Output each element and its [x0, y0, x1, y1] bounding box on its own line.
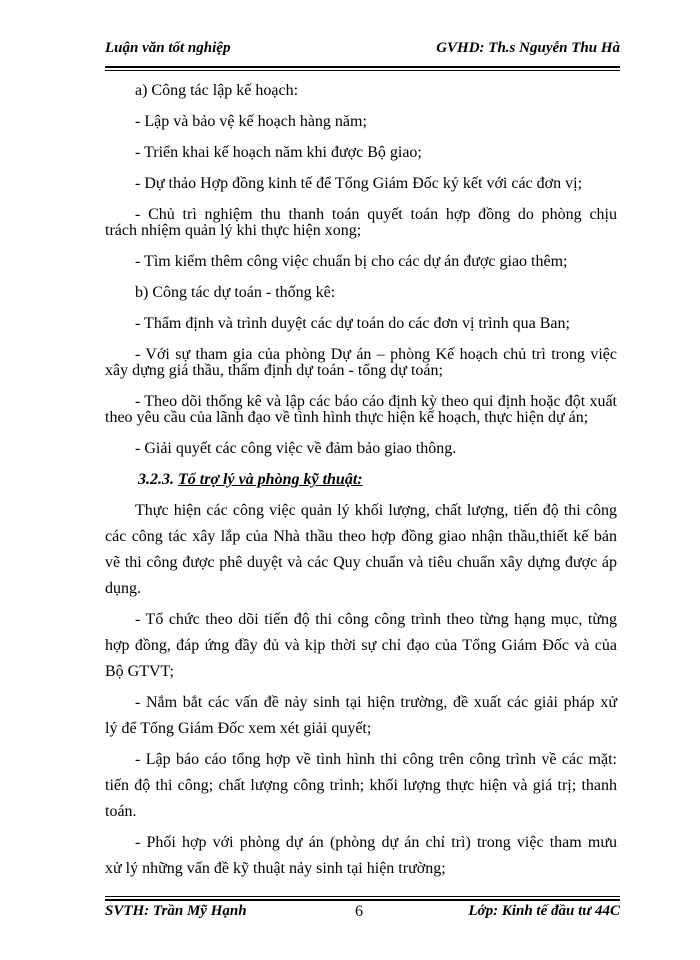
body-line: trách nhiệm quản lý khi thực hiện xong;: [105, 222, 362, 239]
body-line: Bộ GTVT;: [105, 663, 174, 680]
body-line: - Theo dõi thống kê và lập các báo cáo định kỳ theo qui định hoặc đột xuất: [135, 393, 617, 410]
body-line: - Triển khai kế hoạch năm khi được Bộ giao;: [135, 144, 422, 161]
body-line: - Phối hợp với phòng dự án (phòng dự án chỉ trì) trong việc tham mưu: [135, 834, 617, 851]
body-line: - Tìm kiếm thêm công việc chuẩn bị cho các dự án được giao thêm;: [135, 253, 568, 270]
body-line: xử lý những vấn đề kỹ thuật nảy sinh tại hiện trường;: [105, 860, 446, 877]
header-rule-thin: [105, 70, 620, 71]
section-heading: [138, 470, 363, 490]
body-line: a) Công tác lập kế hoạch:: [135, 82, 299, 99]
body-line: - Lập báo cáo tổng hợp về tình hình thi công trên công trình về các mặt:: [135, 751, 617, 768]
body-line: - Với sự tham gia của phòng Dự án – phòng Kế hoạch chủ trì trong việc: [135, 346, 617, 363]
body-line: toán.: [105, 803, 137, 820]
footer-rule-thin: [105, 896, 620, 897]
body-line: Thực hiện các công việc quản lý khối lượng, chất lượng, tiến độ thi công: [135, 502, 617, 519]
body-line: các công tác xây lắp của Nhà thầu theo hợp đồng giao nhận thầu,thiết kế bản: [105, 528, 617, 545]
page-footer: [105, 903, 620, 925]
body-line: - Giải quyết các công việc về đảm bảo giao thông.: [135, 440, 457, 457]
header-advisor: GVHD: Th.s Nguyễn Thu Hà: [436, 40, 620, 56]
page-number: 6: [355, 903, 363, 920]
footer-rule: [105, 899, 620, 901]
body-line: - Lập và bảo vệ kế hoạch hàng năm;: [135, 113, 367, 130]
body-line: xây dựng giá thầu, thẩm định dự toán - tổng dự toán;: [105, 362, 443, 379]
header-rule: [105, 66, 620, 68]
body-line: - Nắm bắt các vấn đề nảy sinh tại hiện trường, đề xuất các giải pháp xử: [135, 694, 617, 711]
body-line: - Thẩm định và trình duyệt các dự toán do các đơn vị trình qua Ban;: [135, 315, 570, 332]
body-line: - Tổ chức theo dõi tiến độ thi công công trình theo từng hạng mục, từng: [135, 611, 617, 628]
body-line: - Chủ trì nghiệm thu thanh toán quyết toán hợp đồng do phòng chịu: [135, 206, 617, 223]
body-line: theo yêu cầu của lãnh đạo về tình hình thực hiện kế hoạch, thực hiện dự án;: [105, 409, 589, 426]
section-number: 3.2.3.: [138, 471, 174, 488]
section-title: Tổ trợ lý và phòng kỹ thuật:: [178, 471, 363, 488]
footer-class: Lớp: Kinh tế đầu tư 44C: [468, 903, 620, 919]
body-line: dụng.: [105, 580, 141, 597]
body-line: hợp đồng, đáp ứng đầy đủ và kịp thời sự chỉ đạo của Tổng Giám Đốc và của: [105, 637, 617, 654]
header-thesis-label: Luận văn tốt nghiệp: [105, 40, 231, 56]
body-line: b) Công tác dự toán - thống kê:: [135, 284, 336, 301]
body-line: lý để Tổng Giám Đốc xem xét giải quyết;: [105, 720, 372, 737]
body-line: - Dự thảo Hợp đồng kinh tế để Tổng Giám Đốc ký kết với các đơn vị;: [135, 175, 583, 192]
body-line: tiến độ thi công; chất lượng công trình; khối lượng thực hiện và giá trị; thanh: [105, 777, 617, 794]
body-line: vẽ thi công được phê duyệt và các Quy chuẩn và tiêu chuẩn xây dựng được áp: [105, 554, 617, 571]
footer-student: SVTH: Trần Mỹ Hạnh: [105, 903, 247, 919]
